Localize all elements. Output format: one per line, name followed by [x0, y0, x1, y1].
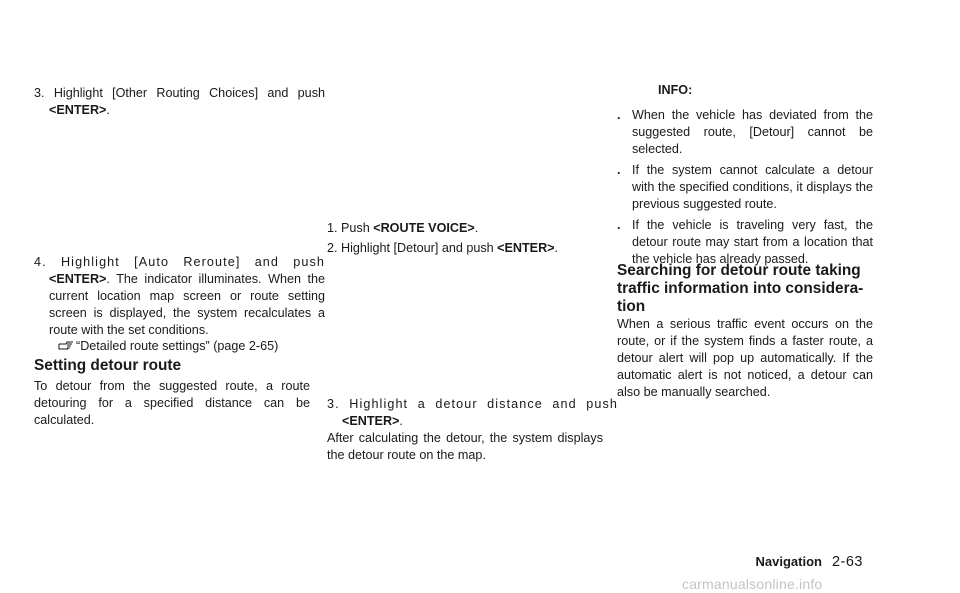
step-text-end: . The indicator illuminates. When the current location map screen or route setting screen is displayed, the system recalculates a route with the set conditions.	[49, 272, 325, 337]
step-text: Highlight [Other Routing Choices] and push	[53, 86, 325, 100]
page-reference[interactable]	[34, 338, 310, 355]
pointing-hand-icon	[58, 340, 74, 351]
section-heading-searching-detour: Searching for detour route taking traffic information into considera- tion	[617, 262, 864, 315]
reference-text: “Detailed route settings” (page 2-65)	[76, 339, 279, 353]
step-text: Highlight [Auto Reroute] and push	[60, 255, 325, 269]
footer-section-name: Navigation	[755, 554, 822, 569]
col2-paragraph: After calculating the detour, the system displays the detour route on the map.	[327, 431, 603, 462]
bullet-marker: .	[617, 163, 621, 177]
page-footer	[756, 553, 864, 571]
info-bullet-list	[617, 107, 873, 268]
col2-step-1	[327, 220, 618, 237]
bullet-text: If the system cannot calculate a detour with the specified conditions, it displays the previous suggested route.	[632, 163, 873, 211]
bullet-text: If the vehicle is traveling very fast, the detour route may start from a location that the vehicle has already passed.	[632, 218, 873, 266]
col1-step-3	[34, 85, 325, 119]
step-number: 3.	[327, 397, 340, 411]
watermark: carmanualsonline.info	[682, 576, 823, 592]
key-label: <ENTER>	[49, 103, 107, 117]
step-text-end: .	[474, 221, 479, 235]
info-bullet	[617, 107, 873, 158]
key-label: <ENTER>	[497, 241, 555, 255]
col1-paragraph: To detour from the suggested route, a route detouring for a specified distance can be calculated.	[34, 379, 310, 427]
bullet-text: When the vehicle has deviated from the suggested route, [Detour] cannot be selected.	[632, 108, 873, 156]
key-label: <ROUTE VOICE>	[373, 221, 475, 235]
bullet-marker: .	[617, 218, 621, 232]
info-bullet	[617, 217, 873, 268]
step-number: 1.	[327, 221, 338, 235]
step-number: 4.	[34, 255, 47, 269]
page-number: 2-63	[831, 554, 863, 570]
step-text-end: .	[399, 414, 403, 428]
step-text: Highlight a detour distance and push	[349, 397, 618, 411]
step-number: 3.	[34, 86, 45, 100]
bullet-marker: .	[617, 108, 621, 122]
col3-paragraph: When a serious traffic event occurs on the route, or if the system finds a faster route, a detour alert will pop up automatically. If the automatic alert is not noticed, a detour can also be manually searched.	[617, 317, 873, 399]
key-label: <ENTER>	[342, 414, 400, 428]
step-text-end: .	[554, 241, 559, 255]
step-text-end: .	[106, 103, 110, 117]
step-text: Highlight [Detour] and push	[341, 241, 498, 255]
key-label: <ENTER>	[49, 272, 107, 286]
info-bullet	[617, 162, 873, 213]
info-label: INFO:	[658, 83, 693, 97]
col1-step-4	[34, 254, 325, 339]
col2-step-2	[327, 240, 618, 257]
step-text: Push	[341, 221, 374, 235]
col2-step-3	[327, 396, 618, 430]
step-number: 2.	[327, 241, 338, 255]
section-heading-setting-detour-route: Setting detour route	[34, 357, 182, 374]
